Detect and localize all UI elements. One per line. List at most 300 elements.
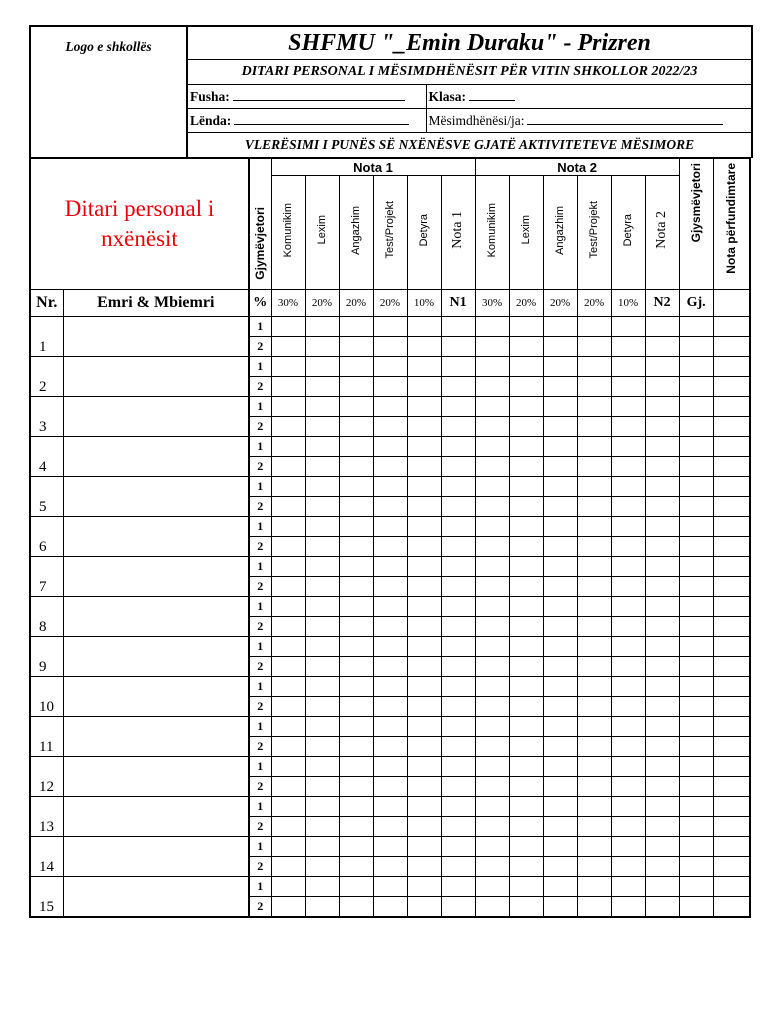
grade-cell[interactable] xyxy=(305,677,339,697)
grade-cell[interactable] xyxy=(543,457,577,477)
grade-cell[interactable] xyxy=(305,377,339,397)
grade-cell[interactable] xyxy=(611,577,645,597)
grade-cell[interactable] xyxy=(713,897,750,918)
grade-cell[interactable] xyxy=(611,697,645,717)
grade-cell[interactable] xyxy=(441,577,475,597)
grade-cell[interactable] xyxy=(441,497,475,517)
grade-cell[interactable] xyxy=(441,837,475,857)
grade-cell[interactable] xyxy=(271,517,305,537)
grade-cell[interactable] xyxy=(407,437,441,457)
grade-cell[interactable] xyxy=(543,797,577,817)
grade-cell[interactable] xyxy=(305,577,339,597)
grade-cell[interactable] xyxy=(271,577,305,597)
grade-cell[interactable] xyxy=(611,857,645,877)
grade-cell[interactable] xyxy=(577,837,611,857)
grade-cell[interactable] xyxy=(611,777,645,797)
grade-cell[interactable] xyxy=(577,337,611,357)
grade-cell[interactable] xyxy=(679,437,713,457)
grade-cell[interactable] xyxy=(611,497,645,517)
grade-cell[interactable] xyxy=(441,717,475,737)
grade-cell[interactable] xyxy=(407,617,441,637)
grade-cell[interactable] xyxy=(271,817,305,837)
grade-cell[interactable] xyxy=(509,717,543,737)
grade-cell[interactable] xyxy=(373,877,407,897)
grade-cell[interactable] xyxy=(509,637,543,657)
grade-cell[interactable] xyxy=(611,437,645,457)
grade-cell[interactable] xyxy=(679,317,713,337)
grade-cell[interactable] xyxy=(611,557,645,577)
grade-cell[interactable] xyxy=(475,717,509,737)
grade-cell[interactable] xyxy=(441,797,475,817)
grade-cell[interactable] xyxy=(339,437,373,457)
grade-cell[interactable] xyxy=(679,397,713,417)
grade-cell[interactable] xyxy=(339,837,373,857)
grade-cell[interactable] xyxy=(373,737,407,757)
grade-cell[interactable] xyxy=(339,517,373,537)
grade-cell[interactable] xyxy=(543,317,577,337)
grade-cell[interactable] xyxy=(645,397,679,417)
student-name-cell[interactable] xyxy=(63,837,249,877)
grade-cell[interactable] xyxy=(271,377,305,397)
grade-cell[interactable] xyxy=(543,777,577,797)
grade-cell[interactable] xyxy=(271,697,305,717)
grade-cell[interactable] xyxy=(509,757,543,777)
grade-cell[interactable] xyxy=(373,597,407,617)
student-name-cell[interactable] xyxy=(63,557,249,597)
grade-cell[interactable] xyxy=(305,697,339,717)
grade-cell[interactable] xyxy=(339,417,373,437)
grade-cell[interactable] xyxy=(645,557,679,577)
grade-cell[interactable] xyxy=(441,537,475,557)
grade-cell[interactable] xyxy=(271,837,305,857)
grade-cell[interactable] xyxy=(339,477,373,497)
grade-cell[interactable] xyxy=(373,557,407,577)
grade-cell[interactable] xyxy=(611,797,645,817)
grade-cell[interactable] xyxy=(509,437,543,457)
grade-cell[interactable] xyxy=(713,857,750,877)
grade-cell[interactable] xyxy=(475,577,509,597)
grade-cell[interactable] xyxy=(679,757,713,777)
grade-cell[interactable] xyxy=(305,517,339,537)
grade-cell[interactable] xyxy=(679,597,713,617)
grade-cell[interactable] xyxy=(271,677,305,697)
grade-cell[interactable] xyxy=(611,337,645,357)
grade-cell[interactable] xyxy=(611,457,645,477)
grade-cell[interactable] xyxy=(577,597,611,617)
grade-cell[interactable] xyxy=(407,637,441,657)
grade-cell[interactable] xyxy=(339,597,373,617)
grade-cell[interactable] xyxy=(509,517,543,537)
grade-cell[interactable] xyxy=(373,377,407,397)
grade-cell[interactable] xyxy=(441,457,475,477)
grade-cell[interactable] xyxy=(441,337,475,357)
grade-cell[interactable] xyxy=(679,777,713,797)
grade-cell[interactable] xyxy=(713,837,750,857)
grade-cell[interactable] xyxy=(509,597,543,617)
grade-cell[interactable] xyxy=(475,397,509,417)
grade-cell[interactable] xyxy=(577,617,611,637)
grade-cell[interactable] xyxy=(441,657,475,677)
grade-cell[interactable] xyxy=(543,697,577,717)
grade-cell[interactable] xyxy=(679,897,713,918)
grade-cell[interactable] xyxy=(543,537,577,557)
grade-cell[interactable] xyxy=(441,597,475,617)
grade-cell[interactable] xyxy=(645,677,679,697)
grade-cell[interactable] xyxy=(339,337,373,357)
grade-cell[interactable] xyxy=(611,877,645,897)
student-name-cell[interactable] xyxy=(63,357,249,397)
grade-cell[interactable] xyxy=(509,737,543,757)
grade-cell[interactable] xyxy=(543,717,577,737)
grade-cell[interactable] xyxy=(271,877,305,897)
grade-cell[interactable] xyxy=(543,337,577,357)
grade-cell[interactable] xyxy=(577,537,611,557)
grade-cell[interactable] xyxy=(271,777,305,797)
grade-cell[interactable] xyxy=(577,457,611,477)
grade-cell[interactable] xyxy=(679,477,713,497)
class-blank[interactable] xyxy=(469,88,515,101)
grade-cell[interactable] xyxy=(713,577,750,597)
grade-cell[interactable] xyxy=(645,597,679,617)
grade-cell[interactable] xyxy=(407,397,441,417)
grade-cell[interactable] xyxy=(543,897,577,918)
grade-cell[interactable] xyxy=(339,557,373,577)
grade-cell[interactable] xyxy=(305,477,339,497)
grade-cell[interactable] xyxy=(441,857,475,877)
grade-cell[interactable] xyxy=(509,617,543,637)
grade-cell[interactable] xyxy=(305,437,339,457)
grade-cell[interactable] xyxy=(509,497,543,517)
grade-cell[interactable] xyxy=(645,537,679,557)
grade-cell[interactable] xyxy=(679,697,713,717)
grade-cell[interactable] xyxy=(271,417,305,437)
grade-cell[interactable] xyxy=(373,317,407,337)
grade-cell[interactable] xyxy=(713,457,750,477)
grade-cell[interactable] xyxy=(475,737,509,757)
grade-cell[interactable] xyxy=(679,497,713,517)
grade-cell[interactable] xyxy=(679,817,713,837)
grade-cell[interactable] xyxy=(441,757,475,777)
grade-cell[interactable] xyxy=(339,457,373,477)
grade-cell[interactable] xyxy=(509,897,543,918)
grade-cell[interactable] xyxy=(713,337,750,357)
grade-cell[interactable] xyxy=(373,677,407,697)
grade-cell[interactable] xyxy=(407,857,441,877)
grade-cell[interactable] xyxy=(611,597,645,617)
grade-cell[interactable] xyxy=(475,477,509,497)
field-row[interactable] xyxy=(187,84,426,108)
grade-cell[interactable] xyxy=(407,517,441,537)
grade-cell[interactable] xyxy=(577,317,611,337)
grade-cell[interactable] xyxy=(305,597,339,617)
teacher-row[interactable] xyxy=(426,109,752,133)
grade-cell[interactable] xyxy=(271,337,305,357)
grade-cell[interactable] xyxy=(509,837,543,857)
grade-cell[interactable] xyxy=(679,717,713,737)
grade-cell[interactable] xyxy=(475,337,509,357)
grade-cell[interactable] xyxy=(713,657,750,677)
grade-cell[interactable] xyxy=(577,777,611,797)
grade-cell[interactable] xyxy=(577,857,611,877)
grade-cell[interactable] xyxy=(407,337,441,357)
grade-cell[interactable] xyxy=(305,857,339,877)
grade-cell[interactable] xyxy=(407,557,441,577)
grade-cell[interactable] xyxy=(475,637,509,657)
grade-cell[interactable] xyxy=(543,557,577,577)
grade-cell[interactable] xyxy=(339,717,373,737)
grade-cell[interactable] xyxy=(305,797,339,817)
grade-cell[interactable] xyxy=(475,697,509,717)
grade-cell[interactable] xyxy=(271,597,305,617)
grade-cell[interactable] xyxy=(713,677,750,697)
grade-cell[interactable] xyxy=(577,357,611,377)
grade-cell[interactable] xyxy=(373,897,407,918)
grade-cell[interactable] xyxy=(577,417,611,437)
grade-cell[interactable] xyxy=(475,777,509,797)
grade-cell[interactable] xyxy=(373,637,407,657)
subject-blank[interactable] xyxy=(234,112,409,125)
grade-cell[interactable] xyxy=(645,497,679,517)
grade-cell[interactable] xyxy=(577,577,611,597)
grade-cell[interactable] xyxy=(611,517,645,537)
grade-cell[interactable] xyxy=(679,417,713,437)
grade-cell[interactable] xyxy=(509,537,543,557)
grade-cell[interactable] xyxy=(611,377,645,397)
grade-cell[interactable] xyxy=(713,377,750,397)
grade-cell[interactable] xyxy=(305,817,339,837)
grade-cell[interactable] xyxy=(679,617,713,637)
grade-cell[interactable] xyxy=(645,377,679,397)
grade-cell[interactable] xyxy=(577,657,611,677)
grade-cell[interactable] xyxy=(475,537,509,557)
grade-cell[interactable] xyxy=(713,777,750,797)
grade-cell[interactable] xyxy=(475,557,509,577)
grade-cell[interactable] xyxy=(509,357,543,377)
grade-cell[interactable] xyxy=(373,837,407,857)
grade-cell[interactable] xyxy=(441,777,475,797)
grade-cell[interactable] xyxy=(305,717,339,737)
grade-cell[interactable] xyxy=(509,377,543,397)
grade-cell[interactable] xyxy=(713,817,750,837)
grade-cell[interactable] xyxy=(577,497,611,517)
grade-cell[interactable] xyxy=(543,757,577,777)
grade-cell[interactable] xyxy=(611,897,645,918)
grade-cell[interactable] xyxy=(645,637,679,657)
grade-cell[interactable] xyxy=(339,897,373,918)
grade-cell[interactable] xyxy=(441,817,475,837)
grade-cell[interactable] xyxy=(713,637,750,657)
grade-cell[interactable] xyxy=(441,477,475,497)
student-name-cell[interactable] xyxy=(63,637,249,677)
grade-cell[interactable] xyxy=(407,717,441,737)
grade-cell[interactable] xyxy=(441,357,475,377)
grade-cell[interactable] xyxy=(713,437,750,457)
grade-cell[interactable] xyxy=(475,617,509,637)
grade-cell[interactable] xyxy=(373,357,407,377)
student-name-cell[interactable] xyxy=(63,717,249,757)
grade-cell[interactable] xyxy=(611,657,645,677)
grade-cell[interactable] xyxy=(339,757,373,777)
grade-cell[interactable] xyxy=(509,317,543,337)
grade-cell[interactable] xyxy=(407,537,441,557)
grade-cell[interactable] xyxy=(407,457,441,477)
grade-cell[interactable] xyxy=(339,797,373,817)
grade-cell[interactable] xyxy=(407,817,441,837)
grade-cell[interactable] xyxy=(339,637,373,657)
grade-cell[interactable] xyxy=(373,697,407,717)
grade-cell[interactable] xyxy=(509,857,543,877)
grade-cell[interactable] xyxy=(679,337,713,357)
grade-cell[interactable] xyxy=(577,377,611,397)
grade-cell[interactable] xyxy=(373,817,407,837)
grade-cell[interactable] xyxy=(577,517,611,537)
subject-row[interactable] xyxy=(187,109,426,133)
grade-cell[interactable] xyxy=(305,537,339,557)
grade-cell[interactable] xyxy=(407,357,441,377)
grade-cell[interactable] xyxy=(713,737,750,757)
grade-cell[interactable] xyxy=(407,317,441,337)
grade-cell[interactable] xyxy=(441,517,475,537)
grade-cell[interactable] xyxy=(475,657,509,677)
grade-cell[interactable] xyxy=(509,557,543,577)
grade-cell[interactable] xyxy=(407,777,441,797)
grade-cell[interactable] xyxy=(543,817,577,837)
grade-cell[interactable] xyxy=(305,557,339,577)
grade-cell[interactable] xyxy=(407,377,441,397)
grade-cell[interactable] xyxy=(441,397,475,417)
grade-cell[interactable] xyxy=(475,677,509,697)
grade-cell[interactable] xyxy=(543,657,577,677)
student-name-cell[interactable] xyxy=(63,797,249,837)
grade-cell[interactable] xyxy=(611,717,645,737)
grade-cell[interactable] xyxy=(645,357,679,377)
grade-cell[interactable] xyxy=(713,697,750,717)
grade-cell[interactable] xyxy=(339,777,373,797)
grade-cell[interactable] xyxy=(373,717,407,737)
grade-cell[interactable] xyxy=(645,577,679,597)
grade-cell[interactable] xyxy=(271,317,305,337)
grade-cell[interactable] xyxy=(645,517,679,537)
grade-cell[interactable] xyxy=(713,537,750,557)
grade-cell[interactable] xyxy=(713,497,750,517)
grade-cell[interactable] xyxy=(339,657,373,677)
grade-cell[interactable] xyxy=(611,617,645,637)
grade-cell[interactable] xyxy=(509,577,543,597)
grade-cell[interactable] xyxy=(305,637,339,657)
grade-cell[interactable] xyxy=(645,717,679,737)
grade-cell[interactable] xyxy=(713,717,750,737)
grade-cell[interactable] xyxy=(441,737,475,757)
grade-cell[interactable] xyxy=(305,897,339,918)
grade-cell[interactable] xyxy=(577,817,611,837)
grade-cell[interactable] xyxy=(543,877,577,897)
grade-cell[interactable] xyxy=(339,377,373,397)
grade-cell[interactable] xyxy=(475,877,509,897)
grade-cell[interactable] xyxy=(441,877,475,897)
student-name-cell[interactable] xyxy=(63,477,249,517)
grade-cell[interactable] xyxy=(611,677,645,697)
grade-cell[interactable] xyxy=(305,417,339,437)
grade-cell[interactable] xyxy=(271,497,305,517)
grade-cell[interactable] xyxy=(475,377,509,397)
grade-cell[interactable] xyxy=(441,617,475,637)
grade-cell[interactable] xyxy=(713,417,750,437)
grade-cell[interactable] xyxy=(713,617,750,637)
grade-cell[interactable] xyxy=(305,357,339,377)
grade-cell[interactable] xyxy=(339,317,373,337)
grade-cell[interactable] xyxy=(679,677,713,697)
student-name-cell[interactable] xyxy=(63,317,249,357)
grade-cell[interactable] xyxy=(441,677,475,697)
grade-cell[interactable] xyxy=(713,317,750,337)
grade-cell[interactable] xyxy=(713,517,750,537)
grade-cell[interactable] xyxy=(679,737,713,757)
grade-cell[interactable] xyxy=(577,477,611,497)
grade-cell[interactable] xyxy=(407,897,441,918)
grade-cell[interactable] xyxy=(373,537,407,557)
grade-cell[interactable] xyxy=(407,597,441,617)
grade-cell[interactable] xyxy=(577,897,611,918)
grade-cell[interactable] xyxy=(645,737,679,757)
grade-cell[interactable] xyxy=(271,897,305,918)
grade-cell[interactable] xyxy=(611,417,645,437)
grade-cell[interactable] xyxy=(441,557,475,577)
grade-cell[interactable] xyxy=(373,517,407,537)
grade-cell[interactable] xyxy=(373,457,407,477)
grade-cell[interactable] xyxy=(407,497,441,517)
grade-cell[interactable] xyxy=(441,377,475,397)
grade-cell[interactable] xyxy=(509,417,543,437)
grade-cell[interactable] xyxy=(373,577,407,597)
grade-cell[interactable] xyxy=(679,657,713,677)
grade-cell[interactable] xyxy=(407,477,441,497)
teacher-blank[interactable] xyxy=(527,112,723,125)
grade-cell[interactable] xyxy=(339,357,373,377)
grade-cell[interactable] xyxy=(713,397,750,417)
grade-cell[interactable] xyxy=(577,397,611,417)
grade-cell[interactable] xyxy=(577,677,611,697)
grade-cell[interactable] xyxy=(271,537,305,557)
grade-cell[interactable] xyxy=(645,817,679,837)
grade-cell[interactable] xyxy=(611,317,645,337)
grade-cell[interactable] xyxy=(543,417,577,437)
grade-cell[interactable] xyxy=(679,537,713,557)
grade-cell[interactable] xyxy=(679,877,713,897)
grade-cell[interactable] xyxy=(373,397,407,417)
class-row[interactable] xyxy=(426,84,752,108)
grade-cell[interactable] xyxy=(475,457,509,477)
grade-cell[interactable] xyxy=(305,777,339,797)
grade-cell[interactable] xyxy=(645,657,679,677)
grade-cell[interactable] xyxy=(645,757,679,777)
grade-cell[interactable] xyxy=(543,597,577,617)
grade-cell[interactable] xyxy=(339,397,373,417)
grade-cell[interactable] xyxy=(577,697,611,717)
grade-cell[interactable] xyxy=(271,857,305,877)
grade-cell[interactable] xyxy=(305,317,339,337)
student-name-cell[interactable] xyxy=(63,437,249,477)
grade-cell[interactable] xyxy=(611,357,645,377)
grade-cell[interactable] xyxy=(441,437,475,457)
student-name-cell[interactable] xyxy=(63,677,249,717)
grade-cell[interactable] xyxy=(645,877,679,897)
grade-cell[interactable] xyxy=(679,457,713,477)
grade-cell[interactable] xyxy=(407,417,441,437)
grade-cell[interactable] xyxy=(611,817,645,837)
grade-cell[interactable] xyxy=(475,317,509,337)
grade-cell[interactable] xyxy=(679,377,713,397)
grade-cell[interactable] xyxy=(475,857,509,877)
